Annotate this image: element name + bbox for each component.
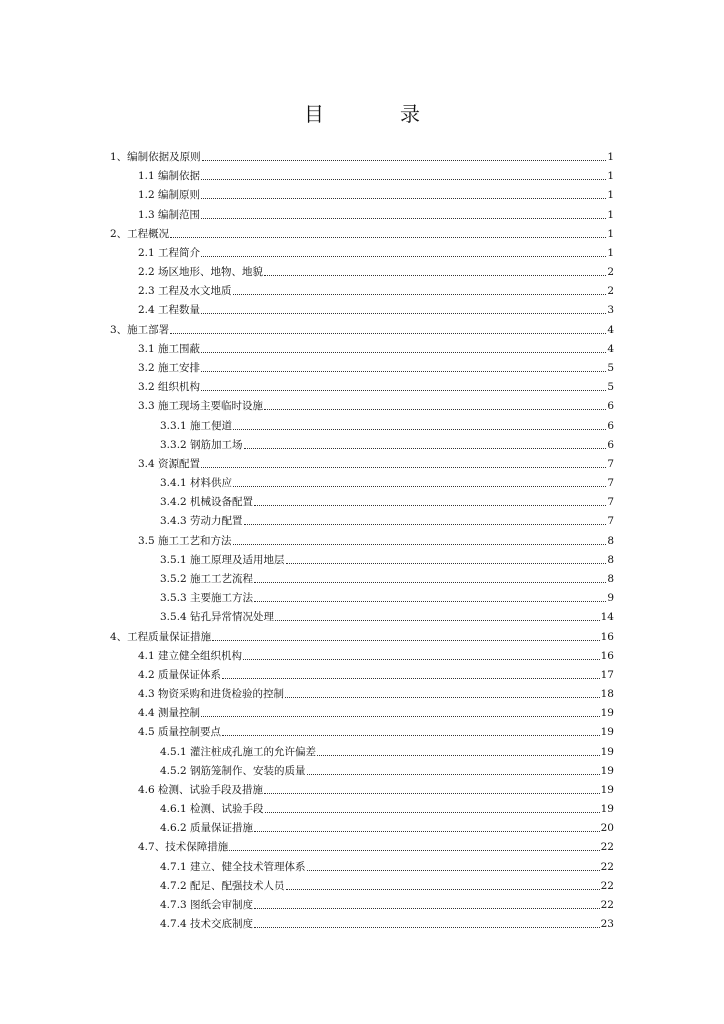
toc-dot-leader xyxy=(254,505,606,506)
toc-entry-label: 3.5.1 施工原理及适用地层 xyxy=(160,553,285,566)
toc-dot-leader xyxy=(265,812,600,813)
toc-entry-page-number: 8 xyxy=(607,572,614,585)
toc-entry-label: 3、施工部署 xyxy=(110,323,170,336)
toc-entry[interactable] xyxy=(160,586,614,605)
toc-entry[interactable] xyxy=(110,222,614,241)
toc-entry-page-number: 5 xyxy=(607,381,614,394)
toc-entry-label: 3.3.2 钢筋加工场 xyxy=(160,438,243,451)
toc-entry[interactable] xyxy=(160,509,614,528)
toc-entry-page-number: 23 xyxy=(600,918,614,931)
toc-entry[interactable] xyxy=(138,298,614,317)
toc-entry-label: 4.7.1 建立、健全技术管理体系 xyxy=(160,860,306,873)
toc-entry-page-number: 20 xyxy=(600,822,614,835)
toc-entry[interactable] xyxy=(138,644,614,663)
toc-entry-page-number: 1 xyxy=(607,227,614,240)
toc-entry[interactable] xyxy=(138,279,614,298)
toc-entry-label: 3.4 资源配置 xyxy=(138,457,201,470)
toc-entry-page-number: 22 xyxy=(600,879,614,892)
toc-entry-page-number: 18 xyxy=(600,688,614,701)
toc-entry-page-number: 22 xyxy=(600,899,614,912)
toc-dot-leader xyxy=(254,927,600,928)
toc-entry-page-number: 22 xyxy=(600,841,614,854)
toc-entry-label: 4.6 检测、试验手段及措施 xyxy=(138,783,264,796)
toc-dot-leader xyxy=(254,582,606,583)
toc-entry-page-number: 7 xyxy=(607,457,614,470)
toc-entry[interactable] xyxy=(138,183,614,202)
toc-entry-label: 1.2 编制原则 xyxy=(138,189,201,202)
toc-entry-label: 3.5.4 钻孔异常情况处理 xyxy=(160,611,275,624)
toc-dot-leader xyxy=(201,467,606,468)
toc-entry-page-number: 5 xyxy=(607,361,614,374)
toc-entry[interactable] xyxy=(160,548,614,567)
toc-dot-leader xyxy=(285,697,600,698)
toc-entry-label: 3.2 施工安排 xyxy=(138,361,201,374)
toc-dot-leader xyxy=(201,256,606,257)
toc-entry-label: 3.4.3 劳动力配置 xyxy=(160,515,243,528)
toc-entry-label: 3.4.2 机械设备配置 xyxy=(160,496,254,509)
toc-entry-label: 4、工程质量保证措施 xyxy=(110,630,212,643)
toc-entry[interactable] xyxy=(160,605,614,624)
toc-entry-label: 3.5.3 主要施工方法 xyxy=(160,592,254,605)
toc-entry-page-number: 4 xyxy=(607,323,614,336)
toc-dot-leader xyxy=(286,563,607,564)
toc-entry-label: 3.5 施工工艺和方法 xyxy=(138,534,232,547)
toc-entry[interactable] xyxy=(138,164,614,183)
toc-entry-label: 4.7.3 图纸会审制度 xyxy=(160,899,254,912)
toc-entry[interactable] xyxy=(138,720,614,739)
toc-entry-page-number: 14 xyxy=(600,611,614,624)
toc-dot-leader xyxy=(264,409,606,410)
toc-entry-page-number: 1 xyxy=(607,189,614,202)
toc-dot-leader xyxy=(264,793,600,794)
toc-entry[interactable] xyxy=(138,529,614,548)
toc-entry[interactable] xyxy=(138,778,614,797)
toc-entry-label: 3.1 施工围蔽 xyxy=(138,342,201,355)
toc-entry[interactable] xyxy=(138,835,614,854)
toc-entry-label: 4.3 物资采购和进货检验的控制 xyxy=(138,688,285,701)
toc-dot-leader xyxy=(201,390,606,391)
toc-entry-label: 4.7.4 技术交底制度 xyxy=(160,918,254,931)
toc-entry[interactable] xyxy=(160,740,614,759)
toc-dot-leader xyxy=(307,870,600,871)
toc-dot-leader xyxy=(244,524,607,525)
toc-entry-label: 3.3.1 施工便道 xyxy=(160,419,233,432)
toc-entry-label: 4.5 质量控制要点 xyxy=(138,726,222,739)
toc-entry-label: 3.2 组织机构 xyxy=(138,381,201,394)
toc-entry-page-number: 2 xyxy=(607,285,614,298)
toc-entry[interactable] xyxy=(138,452,614,471)
toc-dot-leader xyxy=(201,198,606,199)
toc-dot-leader xyxy=(254,601,606,602)
toc-entry[interactable] xyxy=(138,337,614,356)
toc-entry-label: 4.1 建立健全组织机构 xyxy=(138,649,243,662)
toc-dot-leader xyxy=(254,908,600,909)
toc-entry-page-number: 7 xyxy=(607,496,614,509)
toc-dot-leader xyxy=(201,716,600,717)
toc-entry-page-number: 7 xyxy=(607,515,614,528)
toc-entry-page-number: 19 xyxy=(600,803,614,816)
toc-entry-page-number: 6 xyxy=(607,400,614,413)
toc-dot-leader xyxy=(201,371,606,372)
toc-entry-label: 2.2 场区地形、地物、地貌 xyxy=(138,266,264,279)
toc-dot-leader xyxy=(201,313,606,314)
toc-title: 目 录 xyxy=(304,102,448,126)
toc-entry-label: 4.7、技术保障措施 xyxy=(138,841,229,854)
toc-entry[interactable] xyxy=(160,855,614,874)
toc-entry-page-number: 1 xyxy=(607,208,614,221)
toc-entry-page-number: 8 xyxy=(607,534,614,547)
toc-entry-page-number: 19 xyxy=(600,745,614,758)
toc-entry-label: 4.6.1 检测、试验手段 xyxy=(160,803,264,816)
toc-entry-label: 4.6.2 质量保证措施 xyxy=(160,822,254,835)
toc-entry-page-number: 1 xyxy=(607,246,614,259)
toc-entry-label: 4.7.2 配足、配强技术人员 xyxy=(160,879,285,892)
toc-dot-leader xyxy=(233,486,606,487)
toc-dot-leader xyxy=(254,831,600,832)
toc-dot-leader xyxy=(170,333,606,334)
toc-entry[interactable] xyxy=(160,567,614,586)
toc-entry-label: 3.3 施工现场主要临时设施 xyxy=(138,400,264,413)
toc-entry-label: 3.5.2 施工工艺流程 xyxy=(160,572,254,585)
toc-entry-label: 2.1 工程简介 xyxy=(138,246,201,259)
toc-entry-label: 1.1 编制依据 xyxy=(138,170,201,183)
toc-entry-label: 2.3 工程及水文地质 xyxy=(138,285,232,298)
toc-entry[interactable] xyxy=(160,433,614,452)
toc-entry[interactable] xyxy=(160,414,614,433)
toc-dot-leader xyxy=(233,294,607,295)
toc-entry[interactable] xyxy=(110,145,614,164)
toc-entry[interactable] xyxy=(160,797,614,816)
toc-dot-leader xyxy=(201,218,606,219)
toc-entry-page-number: 2 xyxy=(607,266,614,279)
toc-entry-page-number: 6 xyxy=(607,419,614,432)
toc-dot-leader xyxy=(307,774,600,775)
toc-entry[interactable] xyxy=(160,912,614,931)
toc-entry[interactable] xyxy=(160,893,614,912)
toc-entry-page-number: 17 xyxy=(600,668,614,681)
toc-dot-leader xyxy=(275,620,600,621)
toc-entry-label: 4.2 质量保证体系 xyxy=(138,668,222,681)
toc-dot-leader xyxy=(286,889,600,890)
toc-entry-label: 1、编制依据及原则 xyxy=(110,151,201,163)
toc-entry-label: 4.5.2 钢筋笼制作、安装的质量 xyxy=(160,764,306,777)
toc-dot-leader xyxy=(244,448,607,449)
toc-entry[interactable] xyxy=(160,816,614,835)
toc-entry-page-number: 16 xyxy=(600,649,614,662)
toc-entry-page-number: 7 xyxy=(607,477,614,490)
toc-entry-page-number: 6 xyxy=(607,438,614,451)
toc-entry[interactable] xyxy=(138,241,614,260)
toc-dot-leader xyxy=(202,160,607,161)
toc-entry-page-number: 9 xyxy=(607,592,614,605)
toc-dot-leader xyxy=(212,640,599,641)
toc-entry[interactable] xyxy=(138,701,614,720)
toc-entry-page-number: 4 xyxy=(607,342,614,355)
toc-entry[interactable] xyxy=(138,375,614,394)
toc-dot-leader xyxy=(201,352,606,353)
toc-entry-page-number: 16 xyxy=(600,630,614,643)
toc-dot-leader xyxy=(229,850,599,851)
toc-entry[interactable] xyxy=(160,874,614,893)
toc-entry[interactable] xyxy=(138,663,614,682)
toc-entry-label: 3.4.1 材料供应 xyxy=(160,477,233,490)
toc-entry-page-number: 19 xyxy=(600,783,614,796)
toc-dot-leader xyxy=(243,659,600,660)
toc-entry-page-number: 19 xyxy=(600,726,614,739)
toc-dot-leader xyxy=(222,678,600,679)
toc-dot-leader xyxy=(317,755,600,756)
toc-entry-label: 4.4 测量控制 xyxy=(138,707,201,720)
toc-entry-page-number: 1 xyxy=(607,170,614,183)
toc-entry-page-number: 19 xyxy=(600,707,614,720)
toc-entry-label: 4.5.1 灌注桩成孔施工的允许偏差 xyxy=(160,745,317,758)
toc-dot-leader xyxy=(170,237,606,238)
toc-entry[interactable] xyxy=(138,260,614,279)
toc-entry[interactable] xyxy=(138,394,614,413)
toc-dot-leader xyxy=(233,429,606,430)
toc-entry[interactable] xyxy=(138,203,614,222)
toc-entry[interactable] xyxy=(160,490,614,509)
toc-entry[interactable] xyxy=(160,471,614,490)
toc-entry-page-number: 8 xyxy=(607,553,614,566)
toc-entry-page-number: 3 xyxy=(607,304,614,317)
toc-entry-page-number: 22 xyxy=(600,860,614,873)
toc-entry-page-number: 19 xyxy=(600,764,614,777)
toc-entry[interactable] xyxy=(110,318,614,337)
toc-entry[interactable] xyxy=(138,682,614,701)
toc-entry[interactable] xyxy=(110,625,614,644)
toc-dot-leader xyxy=(201,179,606,180)
toc-entry-label: 2、工程概况 xyxy=(110,227,170,240)
toc-entry-label: 2.4 工程数量 xyxy=(138,304,201,317)
toc-entry-page-number: 1 xyxy=(607,151,614,163)
toc-entry-label: 1.3 编制范围 xyxy=(138,208,201,221)
toc-dot-leader xyxy=(264,275,606,276)
toc-dot-leader xyxy=(222,735,600,736)
toc-entry[interactable] xyxy=(160,759,614,778)
toc-dot-leader xyxy=(233,544,607,545)
toc-entry[interactable] xyxy=(138,356,614,375)
